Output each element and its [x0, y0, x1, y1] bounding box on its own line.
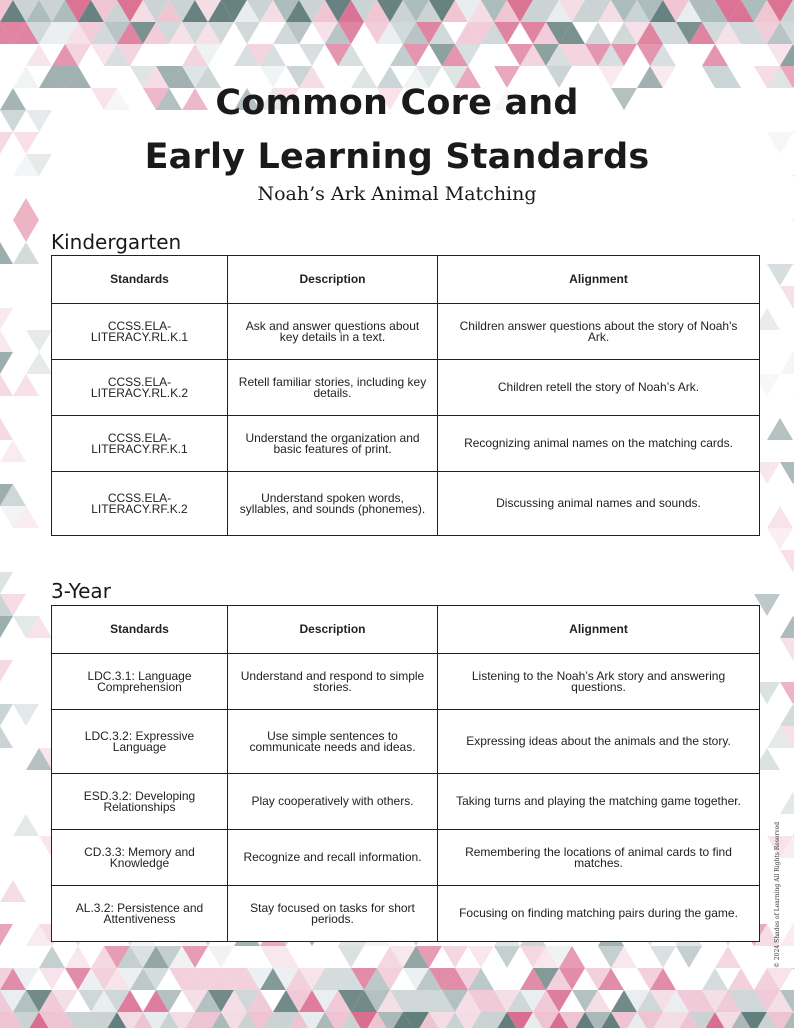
table-row [52, 472, 760, 536]
table-row [52, 710, 760, 774]
cell-alignment: Taking turns and playing the matching game together. [438, 774, 760, 830]
cell-alignment: Remembering the locations of animal cards to find matches. [438, 830, 760, 886]
column-header-alignment: Alignment [438, 606, 760, 654]
cell-description: Play cooperatively with others. [228, 774, 438, 830]
table-row [52, 654, 760, 710]
cell-standard: LDC.3.2: Expressive Language [52, 710, 228, 774]
three-year-standards-table [51, 605, 760, 942]
cell-standard: CCSS.ELA-LITERACY.RL.K.1 [52, 304, 228, 360]
table-header-row [52, 256, 760, 304]
table-row [52, 886, 760, 942]
cell-standard: CCSS.ELA-LITERACY.RL.K.2 [52, 360, 228, 416]
column-header-standards: Standards [52, 256, 228, 304]
cell-standard: CCSS.ELA-LITERACY.RF.K.2 [52, 472, 228, 536]
column-header-description: Description [228, 606, 438, 654]
cell-standard: CCSS.ELA-LITERACY.RF.K.1 [52, 416, 228, 472]
cell-description: Ask and answer questions about key details in a text. [228, 304, 438, 360]
column-header-standards: Standards [52, 606, 228, 654]
cell-description: Use simple sentences to communicate needs and ideas. [228, 710, 438, 774]
cell-standard: CD.3.3: Memory and Knowledge [52, 830, 228, 886]
cell-alignment: Focusing on finding matching pairs during the game. [438, 886, 760, 942]
cell-alignment: Listening to the Noah’s Ark story and answering questions. [438, 654, 760, 710]
cell-description: Understand spoken words, syllables, and sounds (phonemes). [228, 472, 438, 536]
cell-description: Understand the organization and basic features of print. [228, 416, 438, 472]
table-row [52, 416, 760, 472]
cell-alignment: Children answer questions about the story of Noah's Ark. [438, 304, 760, 360]
table-row [52, 304, 760, 360]
page-title-line-2: Early Learning Standards [144, 137, 650, 177]
cell-description: Stay focused on tasks for short periods. [228, 886, 438, 942]
page-title-line-1: Common Core and [215, 83, 579, 123]
page-subtitle: Noah’s Ark Animal Matching [257, 183, 537, 205]
cell-alignment: Recognizing animal names on the matching cards. [438, 416, 760, 472]
table-row [52, 830, 760, 886]
cell-standard: ESD.3.2: Developing Relationships [52, 774, 228, 830]
cell-description: Understand and respond to simple stories. [228, 654, 438, 710]
cell-standard: LDC.3.1: Language Comprehension [52, 654, 228, 710]
cell-description: Recognize and recall information. [228, 830, 438, 886]
table-header-row [52, 606, 760, 654]
cell-alignment: Discussing animal names and sounds. [438, 472, 760, 536]
cell-description: Retell familiar stories, including key details. [228, 360, 438, 416]
kindergarten-standards-table [51, 255, 760, 536]
column-header-description: Description [228, 256, 438, 304]
column-header-alignment: Alignment [438, 256, 760, 304]
cell-standard: AL.3.2: Persistence and Attentiveness [52, 886, 228, 942]
table-row [52, 774, 760, 830]
copyright-notice: © 2024 Shades of Learning All Rights Reserved [774, 821, 781, 968]
cell-alignment: Children retell the story of Noah’s Ark. [438, 360, 760, 416]
cell-alignment: Expressing ideas about the animals and the story. [438, 710, 760, 774]
section-heading-3-year: 3-Year [51, 579, 111, 603]
table-row [52, 360, 760, 416]
section-heading-kindergarten: Kindergarten [51, 230, 182, 254]
